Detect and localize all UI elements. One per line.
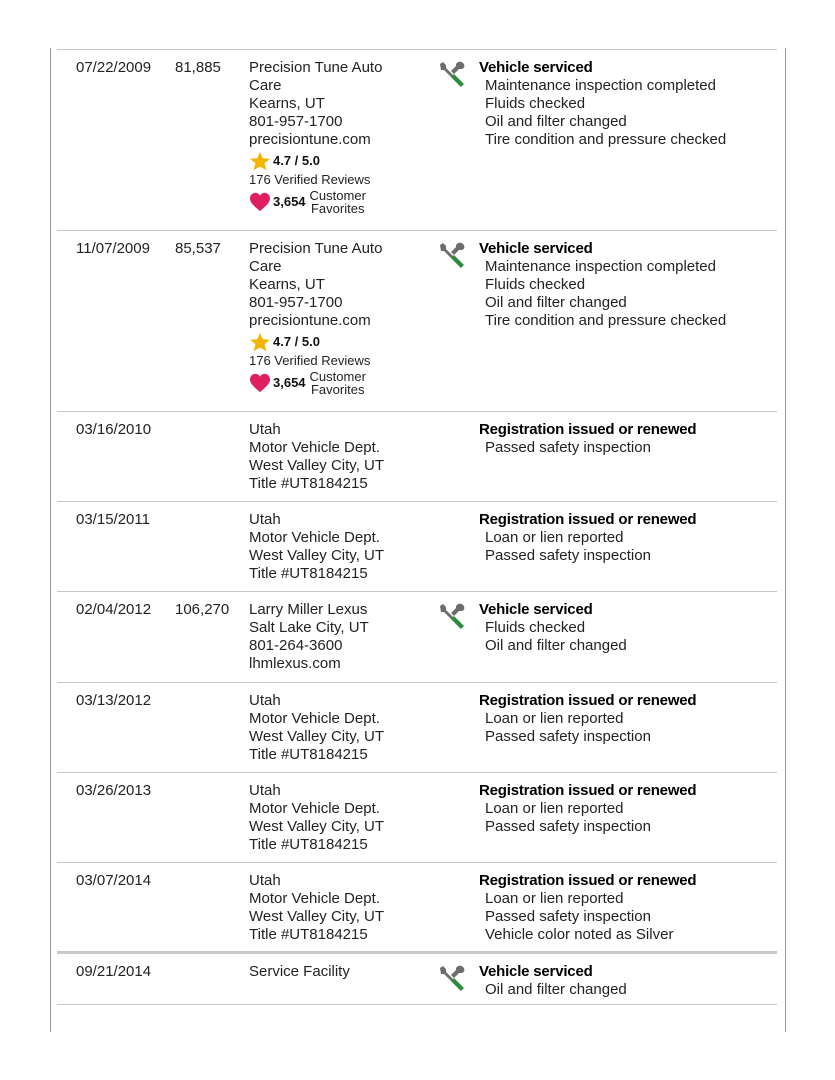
- source-line: Larry Miller Lexus: [249, 601, 368, 618]
- history-record: [57, 412, 777, 502]
- event-title: Registration issued or renewed: [479, 872, 697, 889]
- record-details: [479, 601, 769, 655]
- source-line: Salt Lake City, UT: [249, 619, 369, 636]
- source-line: Utah: [249, 692, 281, 709]
- event-detail: Loan or lien reported: [485, 800, 624, 817]
- record-date: 07/22/2009: [76, 59, 152, 76]
- source-line: Title #UT8184215: [249, 746, 368, 763]
- source-line: West Valley City, UT: [249, 547, 385, 564]
- record-source: [249, 240, 419, 396]
- source-line: West Valley City, UT: [249, 728, 385, 745]
- record-date: 03/07/2014: [76, 872, 152, 889]
- favorites-label-bottom: Favorites: [310, 382, 365, 397]
- event-detail: Fluids checked: [485, 276, 586, 293]
- record-date: 02/04/2012: [76, 601, 152, 618]
- record-source: [249, 511, 419, 583]
- source-line: Utah: [249, 782, 281, 799]
- heart-icon: [249, 192, 273, 212]
- record-source: [249, 963, 419, 981]
- favorites-label: [310, 370, 366, 396]
- event-detail: Maintenance inspection completed: [485, 77, 716, 94]
- history-record: [57, 863, 777, 952]
- record-details: [479, 511, 769, 565]
- source-line: 801-264-3600: [249, 637, 343, 654]
- record-odometer: 81,885: [175, 59, 221, 76]
- customer-favorites: [249, 189, 419, 215]
- event-title: Registration issued or renewed: [479, 692, 697, 709]
- record-date: 03/15/2011: [76, 511, 150, 528]
- record-date: 11/07/2009: [76, 240, 150, 257]
- source-line: Title #UT8184215: [249, 836, 368, 853]
- source-line: Utah: [249, 421, 281, 438]
- wrench-screwdriver-icon: [437, 964, 467, 994]
- event-detail: Passed safety inspection: [485, 439, 651, 456]
- favorites-label-bottom: Favorites: [310, 201, 365, 216]
- history-record: [57, 231, 777, 412]
- verified-reviews-link[interactable]: 176 Verified Reviews: [249, 353, 371, 368]
- wrench-screwdriver-icon: [437, 241, 467, 271]
- history-record: [57, 773, 777, 863]
- event-title: Vehicle serviced: [479, 963, 593, 980]
- vehicle-history-table: [57, 49, 777, 1005]
- verified-reviews-link[interactable]: 176 Verified Reviews: [249, 172, 371, 187]
- rating-block: [249, 332, 419, 352]
- source-line: Motor Vehicle Dept.: [249, 439, 380, 456]
- event-detail: Maintenance inspection completed: [485, 258, 716, 275]
- source-line: Motor Vehicle Dept.: [249, 800, 380, 817]
- event-title: Vehicle serviced: [479, 240, 593, 257]
- wrench-screwdriver-icon: [437, 602, 467, 632]
- source-line: Care: [249, 77, 282, 94]
- event-title: Registration issued or renewed: [479, 511, 697, 528]
- source-line: Kearns, UT: [249, 95, 325, 112]
- event-detail: Oil and filter changed: [485, 113, 627, 130]
- source-line: Title #UT8184215: [249, 926, 368, 943]
- history-record: [57, 592, 777, 683]
- source-line: West Valley City, UT: [249, 457, 385, 474]
- source-line: Kearns, UT: [249, 276, 325, 293]
- record-details: [479, 782, 769, 836]
- source-line: 801-957-1700: [249, 113, 343, 130]
- record-source: [249, 421, 419, 493]
- event-detail: Passed safety inspection: [485, 728, 651, 745]
- source-website-link[interactable]: precisiontune.com: [249, 312, 371, 329]
- favorites-label-top: Customer: [309, 188, 366, 203]
- record-date: 03/13/2012: [76, 692, 152, 709]
- source-line: Precision Tune Auto: [249, 240, 383, 257]
- record-details: [479, 692, 769, 746]
- record-date: 09/21/2014: [76, 963, 152, 980]
- source-line: Care: [249, 258, 282, 275]
- record-source: [249, 692, 419, 764]
- rating-value: 4.7 / 5.0: [273, 334, 320, 349]
- record-date: 03/26/2013: [76, 782, 152, 799]
- event-detail: Tire condition and pressure checked: [485, 312, 727, 329]
- source-line: Title #UT8184215: [249, 565, 368, 582]
- record-source: [249, 59, 419, 215]
- source-line: Motor Vehicle Dept.: [249, 890, 380, 907]
- event-title: Vehicle serviced: [479, 601, 593, 618]
- heart-icon: [249, 373, 273, 393]
- rating-block: [249, 151, 419, 171]
- source-line: Utah: [249, 511, 281, 528]
- record-date: 03/16/2010: [76, 421, 152, 438]
- event-detail: Passed safety inspection: [485, 908, 651, 925]
- record-odometer: 106,270: [175, 601, 230, 618]
- favorites-count: 3,654: [273, 375, 306, 390]
- history-record: [57, 952, 777, 1005]
- event-detail: Loan or lien reported: [485, 710, 624, 727]
- record-source: [249, 782, 419, 854]
- record-odometer: 85,537: [175, 240, 221, 257]
- event-detail: Loan or lien reported: [485, 890, 624, 907]
- source-line: Precision Tune Auto: [249, 59, 383, 76]
- star-icon: [249, 332, 273, 352]
- event-detail: Oil and filter changed: [485, 637, 627, 654]
- event-detail: Fluids checked: [485, 619, 586, 636]
- event-title: Vehicle serviced: [479, 59, 593, 76]
- event-detail: Tire condition and pressure checked: [485, 131, 727, 148]
- wrench-screwdriver-icon: [437, 60, 467, 90]
- star-icon: [249, 151, 273, 171]
- page-border-left: [50, 48, 51, 1032]
- record-details: [479, 872, 769, 944]
- source-line: West Valley City, UT: [249, 818, 385, 835]
- source-line: Service Facility: [249, 963, 350, 980]
- record-source: [249, 601, 419, 673]
- event-detail: Vehicle color noted as Silver: [485, 926, 674, 943]
- event-detail: Passed safety inspection: [485, 818, 651, 835]
- rating-value: 4.7 / 5.0: [273, 153, 320, 168]
- source-line: Motor Vehicle Dept.: [249, 529, 380, 546]
- source-website-link[interactable]: lhmlexus.com: [249, 655, 341, 672]
- source-website-link[interactable]: precisiontune.com: [249, 131, 371, 148]
- record-details: [479, 421, 769, 457]
- history-record: [57, 683, 777, 773]
- source-line: 801-957-1700: [249, 294, 343, 311]
- record-details: [479, 963, 769, 999]
- source-line: Motor Vehicle Dept.: [249, 710, 380, 727]
- page-border-right: [785, 48, 786, 1032]
- source-line: Utah: [249, 872, 281, 889]
- event-detail: Oil and filter changed: [485, 981, 627, 998]
- favorites-label: [310, 189, 366, 215]
- event-title: Registration issued or renewed: [479, 421, 697, 438]
- record-details: [479, 240, 769, 330]
- history-record: [57, 502, 777, 592]
- event-title: Registration issued or renewed: [479, 782, 697, 799]
- history-record: [57, 49, 777, 231]
- source-line: Title #UT8184215: [249, 475, 368, 492]
- event-detail: Passed safety inspection: [485, 547, 651, 564]
- record-details: [479, 59, 769, 149]
- favorites-label-top: Customer: [309, 369, 366, 384]
- event-detail: Fluids checked: [485, 95, 586, 112]
- favorites-count: 3,654: [273, 194, 306, 209]
- record-source: [249, 872, 419, 944]
- customer-favorites: [249, 370, 419, 396]
- event-detail: Loan or lien reported: [485, 529, 624, 546]
- source-line: West Valley City, UT: [249, 908, 385, 925]
- event-detail: Oil and filter changed: [485, 294, 627, 311]
